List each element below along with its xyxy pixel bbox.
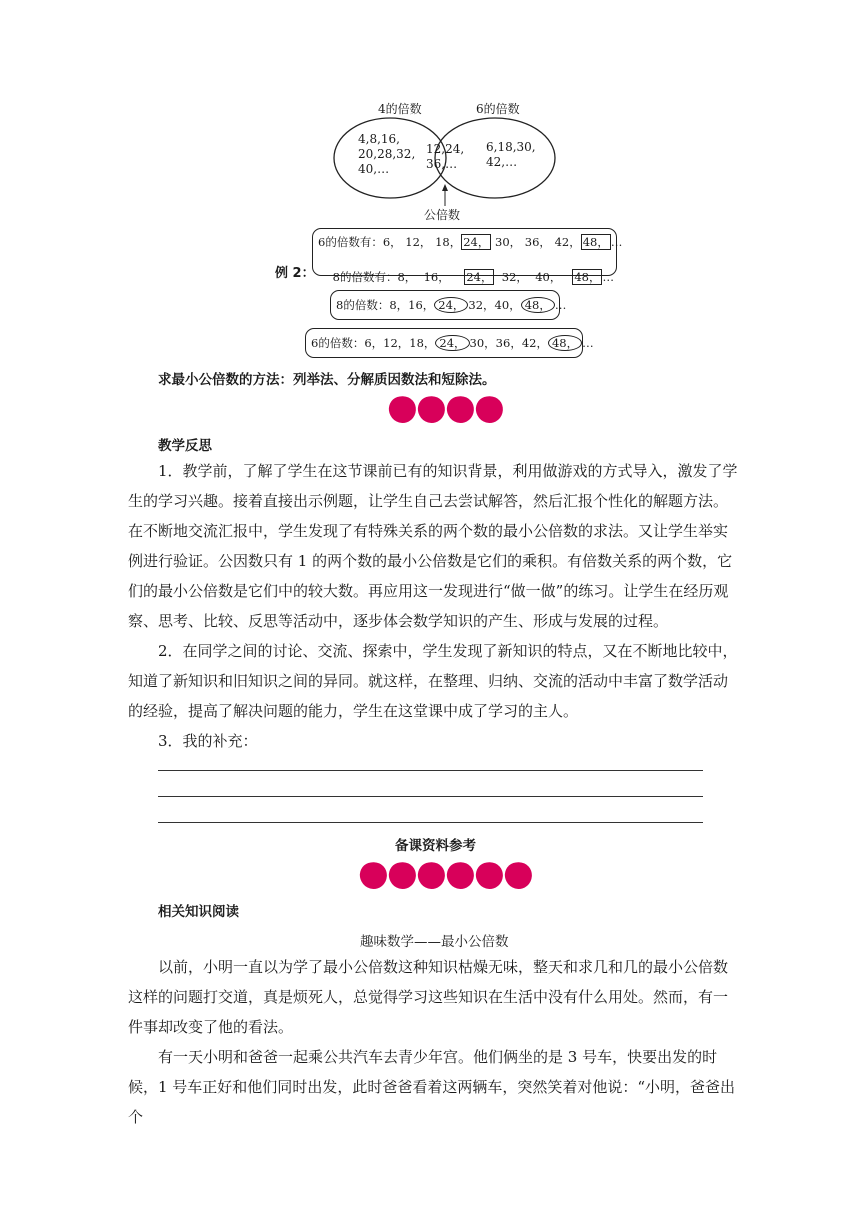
circled-24: 24，: [434, 297, 468, 313]
circled-24: 24，: [435, 335, 469, 351]
venn-left-item: 40,…: [358, 162, 390, 176]
venn-middle-items: [426, 142, 464, 172]
petal-dot-icon: [501, 858, 535, 892]
venn-diagram: [330, 96, 560, 226]
decor-dots: [360, 862, 532, 889]
reflection-paragraph-2: 2．在同学之间的讨论、交流、探索中，学生发现了新知识的特点，又在不断地比较中，知道了新知识和旧知识之间的异同。就这样，在整理、归纳、交流的活动中丰富了数学活动的经验，提高了解决问题的能力，学生在这堂课中成了学习的主人。: [128, 642, 738, 720]
venn-label-right: 6的倍数: [476, 102, 520, 116]
blank-line: [158, 796, 703, 797]
reference-subheading: 相关知识阅读: [158, 904, 239, 920]
article-body: [128, 952, 740, 1132]
venn-right-item: 42,…: [486, 155, 518, 169]
venn-label-left: 4的倍数: [378, 102, 422, 116]
petal-dot-icon: [443, 392, 477, 426]
boxed-common-48: 48，: [582, 235, 609, 249]
reflection-heading: 教学反思: [158, 438, 212, 454]
petal-dot-icon: [472, 858, 506, 892]
petal-dot-icon: [472, 392, 506, 426]
venn-left-item: 20,28,32,: [358, 147, 416, 161]
reflection-body: [128, 456, 740, 756]
circled-48: 48，: [548, 335, 582, 351]
example-label: 例 2：: [275, 266, 315, 281]
petal-dot-icon: [385, 858, 419, 892]
venn-left-items: [358, 132, 415, 177]
venn-left-item: 4,8,16,: [358, 132, 400, 146]
reference-title: 备课资料参考: [395, 838, 476, 854]
decor-dots: [389, 396, 503, 423]
petal-dot-icon: [414, 858, 448, 892]
example-box-8: 8的倍数：8，16， 24， 32，40， 48， …: [330, 290, 560, 320]
example-row-6: 6的倍数有：6， 12， 18， 24， 30， 36， 42， 48， …: [318, 235, 623, 249]
venn-arrow-label: 公倍数: [424, 208, 461, 222]
petal-dot-icon: [385, 392, 419, 426]
blank-line: [158, 770, 703, 771]
venn-middle-item: 12,24,: [426, 142, 465, 156]
blank-line: [158, 822, 703, 823]
example-box-6: 6的倍数：6，12，18， 24， 30，36，42， 48， …: [305, 328, 583, 358]
boxed-common-48: 48，: [574, 270, 601, 284]
example-box-list: [312, 228, 623, 284]
boxed-common-24: 24，: [466, 270, 493, 284]
petal-dot-icon: [443, 858, 477, 892]
venn-middle-item: 36,…: [426, 157, 458, 171]
example-row-8: 8的倍数有：8， 16， 24， 32， 40， 48， …: [332, 270, 614, 284]
article-paragraph-2: 有一天小明和爸爸一起乘公共汽车去青少年宫。他们俩坐的是 3 号车，快要出发的时候，1 号车正好和他们同时出发，此时爸爸看着这两辆车，突然笑着对他说：“小明，爸爸出个: [128, 1048, 735, 1126]
circled-48: 48，: [521, 297, 555, 313]
petal-dot-icon: [414, 392, 448, 426]
reflection-paragraph-3: 3．我的补充：: [158, 732, 258, 750]
article-paragraph-1: 以前，小明一直以为学了最小公倍数这种知识枯燥无味，整天和求几和几的最小公倍数这样的问题打交道，真是烦死人，总觉得学习这些知识在生活中没有什么用处。然而，有一件事却改变了他的看法。: [128, 958, 729, 1036]
method-text: 求最小公倍数的方法：列举法、分解质因数法和短除法。: [158, 372, 496, 388]
venn-right-items: [486, 140, 536, 170]
petal-dot-icon: [356, 858, 390, 892]
boxed-common-24: 24，: [463, 235, 490, 249]
venn-right-item: 6,18,30,: [486, 140, 536, 154]
reflection-paragraph-1: 1．教学前，了解了学生在这节课前已有的知识背景，利用做游戏的方式导入，激发了学生的学习兴趣。接着直接出示例题，让学生自己去尝试解答，然后汇报个性化的解题方法。在不断地交流汇报中，学生发现了有特殊关系的两个数的最小公倍数的求法。又让学生举实例进行验证。公因数只有 1 的两个数的最小公倍数是它们的乘积。有倍数关系的两个数，它们的最小公倍数是它们中的较大数。再应用这一发现进行“做一做”的练习。让学生在经历观察、思考、比较、反思等活动中，逐步体会数学知识的产生、形成与发展的过程。: [128, 462, 738, 630]
article-title: 趣味数学——最小公倍数: [360, 934, 509, 950]
